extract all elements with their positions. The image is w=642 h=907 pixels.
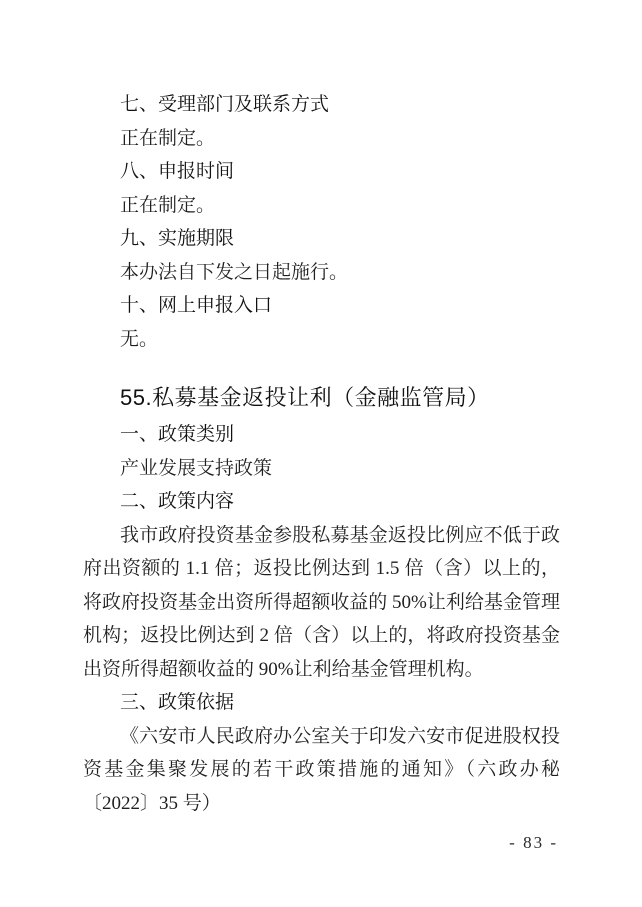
paragraph-status-8: 正在制定。 bbox=[120, 194, 216, 216]
page-number: - 83 - bbox=[509, 833, 558, 852]
paragraph-online-entry: 无。 bbox=[120, 328, 159, 350]
section-heading-10: 十、网上申报入口 bbox=[120, 295, 273, 316]
policy-item-title: 55.私募基金返投让利（金融监管局） bbox=[120, 385, 490, 410]
paragraph-status-7: 正在制定。 bbox=[120, 127, 216, 149]
page-content bbox=[83, 88, 560, 820]
section-heading-basis: 三、政策依据 bbox=[120, 692, 235, 713]
paragraph-policy-content: 我市政府投资基金参股私募基金返投比例应不低于政府出资额的 1.1 倍；返投比例达到 1.5 倍（含）以上的，将政府投资基金出资所得超额收益的 50%让利给基金管理机构；返投比例达到 2 倍（含）以上的，将政府投资基金出资所得超额收益的 90%让利给基金管理机构。 bbox=[83, 524, 560, 680]
section-heading-7: 七、受理部门及联系方式 bbox=[120, 94, 330, 115]
section-heading-category: 一、政策类别 bbox=[120, 424, 235, 445]
section-heading-content: 二、政策内容 bbox=[120, 491, 235, 512]
section-heading-9: 九、实施期限 bbox=[120, 228, 235, 249]
paragraph-category: 产业发展支持政策 bbox=[120, 457, 273, 479]
paragraph-implementation: 本办法自下发之日起施行。 bbox=[120, 261, 349, 283]
section-heading-8: 八、申报时间 bbox=[120, 161, 235, 182]
paragraph-policy-basis: 《六安市人民政府办公室关于印发六安市促进股权投资基金集聚发展的若干政策措施的通知》（六政办秘〔2022〕35 号） bbox=[83, 725, 560, 814]
